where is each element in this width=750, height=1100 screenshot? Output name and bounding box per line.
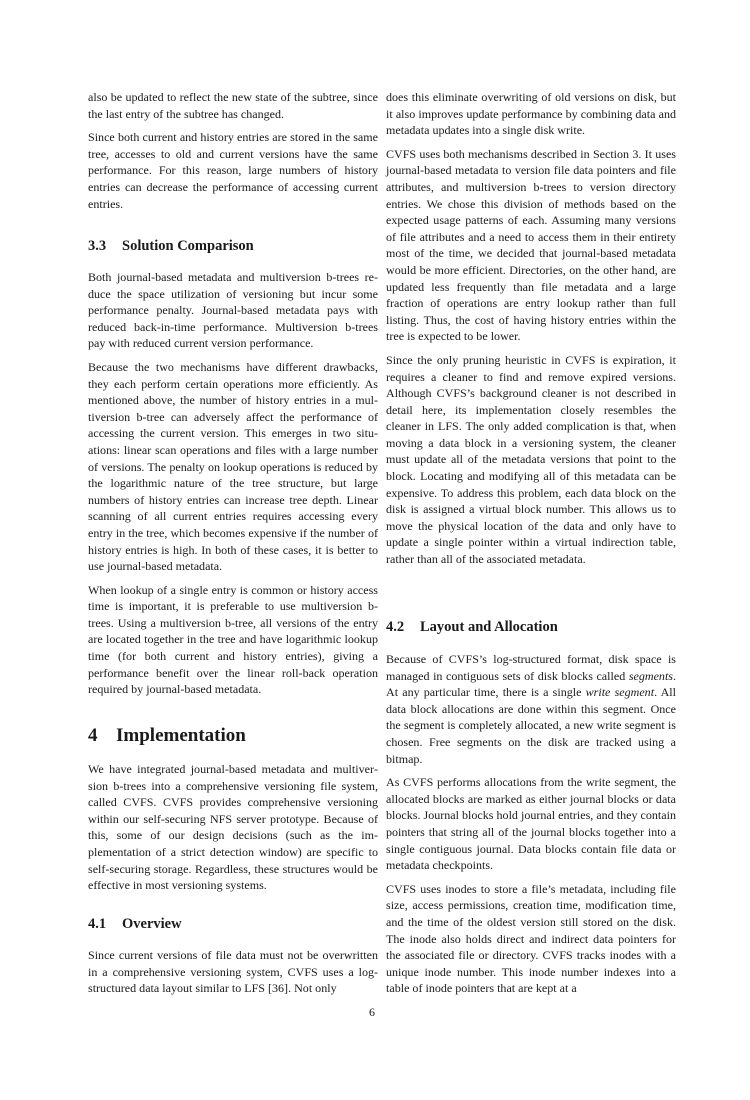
paragraph: Since current versions of file data must not be overwritten in a comprehensive versioning system, CVFS uses a log-structured data layout similar to LFS [36]. Not only: [88, 948, 378, 996]
section-heading-4-2: [386, 618, 558, 636]
text-run: . At any particular time, there is a single: [386, 668, 676, 700]
section-heading-3-3: [88, 237, 254, 255]
text-run: . All data block allocations are done within this segment. Once the segment is completely allocated, a new write segment is chosen. Free segments on the disk are tracked using a bitmap.: [386, 685, 676, 766]
section-title: Overview: [122, 916, 182, 932]
paragraph-segments: [386, 651, 676, 767]
left-block-3: [88, 761, 378, 901]
paragraph: CVFS uses both mechanisms described in Section 3. It uses journal-based metadata to version file data pointers and file attributes, and multiversion b-trees to version directory entries. We chose this division of methods based on the expected usage patterns of each. Assuming many versions of file attributes and a need to access them in their entirety most of the time, we decided that journal-based metadata would be more efficient. Directories, on the other hand, are updated less frequently than file metadata and a large fraction of operations are entry lookup rather than full listing. Thus, the cost of having history entries within the tree is expected to be lower.: [386, 146, 676, 344]
section-title: Solution Comparison: [122, 238, 254, 254]
right-block-2: [386, 651, 676, 1004]
page-number: 6: [369, 1005, 375, 1019]
section-number: 4.2: [386, 619, 405, 635]
paragraph: Both journal-based metadata and multiversion b-trees reduce the space utilization of versioning but incur some performance penalty. Journal-based metadata pays with reduced back-in-time performance. Multiversion b-trees pay with reduced current version performance.: [88, 270, 378, 351]
paragraph: does this eliminate overwriting of old versions on disk, but it also improves update performance by combining data and metadata updates into a single disk write.: [386, 90, 676, 138]
left-block-4: [88, 947, 378, 1004]
section-title: Implementation: [116, 725, 246, 746]
paragraph: Since both current and history entries are stored in the same tree, accesses to old and current versions have the same performance. For this reason, large numbers of history entries can decrease the performance of accessing current entries.: [88, 130, 378, 211]
paragraph: We have integrated journal-based metadata and multiversion b-trees into a comprehensive versioning file system, called CVFS. CVFS provides comprehensive versioning within our self-securing NFS server prototype. Because of this, some of our design decisions (such as the implementation of a strict detection window) are specific to self-securing storage. Regardless, these structures would be effective in most versioning systems.: [88, 762, 378, 893]
term-write-segment: write segment: [585, 685, 655, 700]
left-block-2: [88, 269, 378, 705]
paragraph: Since the only pruning heuristic in CVFS is expiration, it requires a cleaner to find and remove expired versions. Although CVFS’s background cleaner is not described in detail here, its implementation closely resembles the cleaner in LFS. The only added complication is that, when moving a data block in a versioning system, the cleaner must update all of the metadata versions that point to the block. Locating and modifying all of this metadata can be expensive. To address this problem, each data block on the disk is assigned a virtual block number. This allows us to move the physical location of the data and only have to update a single pointer within a virtual indirection table, rather than all of the associated metadata.: [386, 352, 676, 567]
paragraph: Because the two mechanisms have different drawbacks, they each perform certain operations more efficiently. As mentioned above, the number of history entries in a multiversion b-tree can adversely affect the performance of accessing the current version. This emerges in two situations: linear scan operations and files with a large number of versions. The penalty on lookup operations is reduced by the logarithmic nature of the tree structure, but large numbers of history entries can increase tree depth. Linear scanning of all current entries requires accessing every entry in the tree, which becomes expensive if the number of history entries is high. In both of these cases, it is better to use journal-based metadata.: [88, 359, 378, 574]
term-segments: segments: [628, 668, 673, 683]
section-number: 4: [88, 725, 98, 746]
section-number: 4.1: [88, 916, 107, 932]
section-heading-4-1: [88, 915, 182, 933]
text-run: Because of CVFS’s log-structured format, disk space is managed in contiguous sets of disk blocks called: [386, 652, 676, 683]
section-title: Layout and Allocation: [420, 619, 558, 635]
paragraph: As CVFS performs allocations from the write segment, the allocated blocks are marked as either journal blocks or data blocks. Journal blocks hold journal entries, and they contain pointers that string all of the journal blocks together into a single contiguous journal. Data blocks contain file data or metadata checkpoints.: [386, 775, 676, 873]
section-heading-4: [88, 725, 246, 747]
section-number: 3.3: [88, 238, 107, 254]
paragraph: also be updated to reflect the new state of the subtree, since the last entry of the subtree has changed.: [88, 90, 378, 121]
right-block-1: [386, 89, 676, 575]
paragraph: CVFS uses inodes to store a file’s metadata, including file size, access permissions, creation time, modification time, and the time of the oldest version still stored on the disk. The inode also holds direct and indirect data pointers for the associated file or directory. CVFS tracks inodes with a unique inode number. This inode number indexes into a table of inode pointers that are kept at a: [386, 881, 676, 996]
paragraph: When lookup of a single entry is common or history access time is important, it is preferable to use multiversion b-trees. Using a multiversion b-tree, all versions of the entry are located together in the tree and have logarithmic lookup time (for both current and history entries), giving a performance benefit over the linear roll-back operation required by journal-based metadata.: [88, 582, 378, 697]
left-block-1: [88, 89, 378, 219]
